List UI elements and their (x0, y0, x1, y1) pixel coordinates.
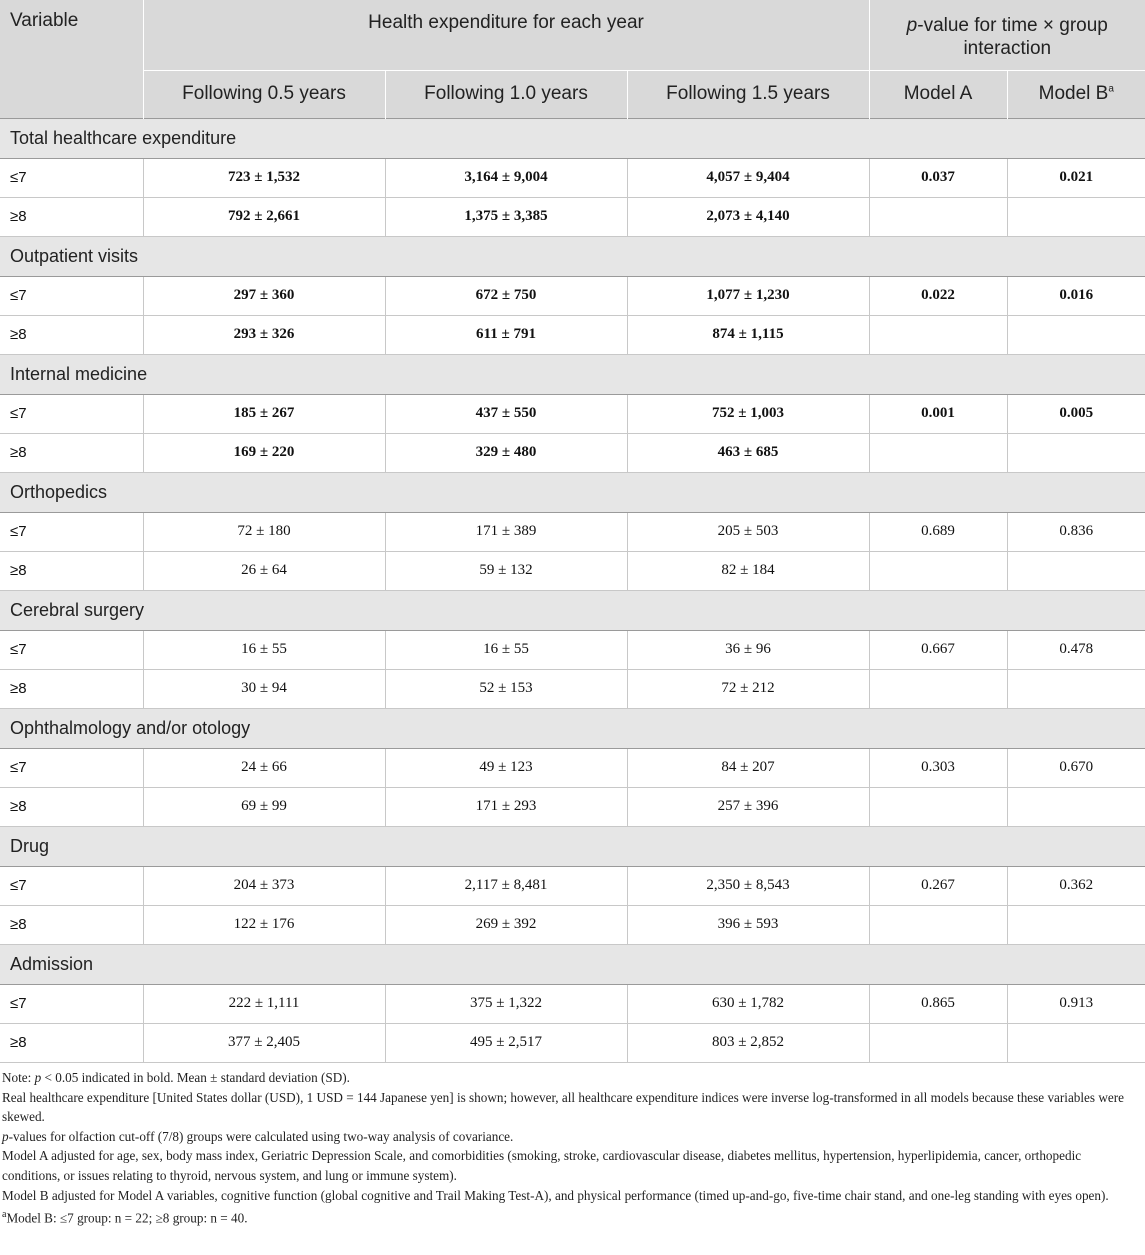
group-label: ≤7 (0, 630, 143, 669)
group-label: ≤7 (0, 394, 143, 433)
table-body (0, 118, 1145, 1062)
value-05: 204 ± 373 (143, 866, 385, 905)
section-row (0, 708, 1145, 748)
value-10: 171 ± 389 (385, 512, 627, 551)
value-05: 792 ± 2,661 (143, 197, 385, 236)
table-row (0, 433, 1145, 472)
section-row (0, 236, 1145, 276)
value-15: 205 ± 503 (627, 512, 869, 551)
model-b-pvalue (1007, 433, 1145, 472)
model-b-pvalue: 0.670 (1007, 748, 1145, 787)
header-row-top (0, 0, 1145, 70)
model-a-pvalue (869, 315, 1007, 354)
value-05: 16 ± 55 (143, 630, 385, 669)
value-15: 396 ± 593 (627, 905, 869, 944)
value-10: 329 ± 480 (385, 433, 627, 472)
section-title: Outpatient visits (0, 236, 1145, 276)
value-05: 297 ± 360 (143, 276, 385, 315)
value-10: 269 ± 392 (385, 905, 627, 944)
value-05: 377 ± 2,405 (143, 1023, 385, 1062)
table-row (0, 787, 1145, 826)
value-10: 1,375 ± 3,385 (385, 197, 627, 236)
model-b-footnote-mark: a (1108, 83, 1114, 95)
col-header-15: Following 1.5 years (627, 70, 869, 118)
note-2: Real healthcare expenditure [United States dollar (USD), 1 USD = 144 Japanese yen] is shown; however, all healthcare expenditure indices were inverse log-transformed in all models because these variables were skewed. (2, 1089, 1124, 1125)
group-label: ≤7 (0, 512, 143, 551)
model-a-pvalue: 0.689 (869, 512, 1007, 551)
value-15: 72 ± 212 (627, 669, 869, 708)
value-15: 82 ± 184 (627, 551, 869, 590)
value-05: 222 ± 1,111 (143, 984, 385, 1023)
section-title: Total healthcare expenditure (0, 118, 1145, 158)
value-15: 36 ± 96 (627, 630, 869, 669)
table-row (0, 551, 1145, 590)
value-10: 2,117 ± 8,481 (385, 866, 627, 905)
pvalue-header (869, 0, 1145, 70)
model-a-pvalue: 0.037 (869, 158, 1007, 197)
section-title: Ophthalmology and/or otology (0, 708, 1145, 748)
model-b-pvalue: 0.478 (1007, 630, 1145, 669)
pvalue-line2: interaction (963, 38, 1052, 59)
table-row (0, 197, 1145, 236)
model-b-pvalue: 0.913 (1007, 984, 1145, 1023)
group-label: ≥8 (0, 787, 143, 826)
col-header-model-a: Model A (869, 70, 1007, 118)
group-label: ≤7 (0, 866, 143, 905)
model-a-pvalue (869, 787, 1007, 826)
value-10: 437 ± 550 (385, 394, 627, 433)
value-10: 16 ± 55 (385, 630, 627, 669)
table-row (0, 905, 1145, 944)
value-10: 375 ± 1,322 (385, 984, 627, 1023)
table-row (0, 158, 1145, 197)
health-expenditure-header: Health expenditure for each year (143, 0, 869, 70)
value-05: 26 ± 64 (143, 551, 385, 590)
note-1-p: p (34, 1070, 42, 1085)
group-label: ≥8 (0, 1023, 143, 1062)
value-10: 611 ± 791 (385, 315, 627, 354)
value-05: 24 ± 66 (143, 748, 385, 787)
value-05: 72 ± 180 (143, 512, 385, 551)
note-3 (2, 1127, 1142, 1147)
table-row (0, 984, 1145, 1023)
value-15: 752 ± 1,003 (627, 394, 869, 433)
model-a-pvalue: 0.022 (869, 276, 1007, 315)
value-15: 1,077 ± 1,230 (627, 276, 869, 315)
note-6-text: Model B: ≤7 group: n = 22; ≥8 group: n = 40. (6, 1210, 248, 1226)
section-title: Admission (0, 944, 1145, 984)
pvalue-rest: -value for time × group (917, 15, 1108, 36)
note-5: Model B adjusted for Model A variables, cognitive function (global cognitive and Trail Making Test-A), and physical performance (timed up-and-go, five-time chair stand, and one-leg standing with eyes open). (2, 1187, 1109, 1203)
section-title: Cerebral surgery (0, 590, 1145, 630)
value-15: 4,057 ± 9,404 (627, 158, 869, 197)
value-10: 49 ± 123 (385, 748, 627, 787)
value-10: 52 ± 153 (385, 669, 627, 708)
table-row (0, 748, 1145, 787)
value-05: 293 ± 326 (143, 315, 385, 354)
section-title: Drug (0, 826, 1145, 866)
model-a-pvalue: 0.865 (869, 984, 1007, 1023)
value-15: 874 ± 1,115 (627, 315, 869, 354)
group-label: ≥8 (0, 905, 143, 944)
group-label: ≤7 (0, 276, 143, 315)
group-label: ≤7 (0, 748, 143, 787)
value-05: 69 ± 99 (143, 787, 385, 826)
group-label: ≥8 (0, 433, 143, 472)
model-a-pvalue (869, 197, 1007, 236)
table-row (0, 276, 1145, 315)
table-row (0, 669, 1145, 708)
model-b-pvalue: 0.836 (1007, 512, 1145, 551)
note-1 (2, 1068, 1142, 1088)
model-b-pvalue (1007, 197, 1145, 236)
col-header-10: Following 1.0 years (385, 70, 627, 118)
model-b-pvalue (1007, 551, 1145, 590)
table-row (0, 1023, 1145, 1062)
model-a-pvalue (869, 1023, 1007, 1062)
model-b-pvalue (1007, 787, 1145, 826)
model-b-pvalue (1007, 1023, 1145, 1062)
model-b-label: Model B (1038, 83, 1109, 104)
variable-header: Variable (0, 0, 143, 118)
table-row (0, 315, 1145, 354)
col-header-model-b (1007, 70, 1145, 118)
value-15: 2,073 ± 4,140 (627, 197, 869, 236)
group-label: ≥8 (0, 197, 143, 236)
value-10: 495 ± 2,517 (385, 1023, 627, 1062)
section-row (0, 354, 1145, 394)
note-1-prefix: Note: (2, 1070, 35, 1085)
model-b-pvalue: 0.005 (1007, 394, 1145, 433)
value-05: 30 ± 94 (143, 669, 385, 708)
value-15: 630 ± 1,782 (627, 984, 869, 1023)
value-10: 672 ± 750 (385, 276, 627, 315)
group-label: ≥8 (0, 669, 143, 708)
note-4: Model A adjusted for age, sex, body mass index, Geriatric Depression Scale, and comorbidities (smoking, stroke, cardiovascular disease, diabetes mellitus, hypertension, hyperlipidemia, cancer, orthopedic conditions, or issues relating to thyroid, nervous system, and lung or immune system). (2, 1148, 1082, 1183)
section-row (0, 590, 1145, 630)
col-header-05: Following 0.5 years (143, 70, 385, 118)
group-label: ≤7 (0, 158, 143, 197)
model-b-pvalue (1007, 315, 1145, 354)
value-15: 803 ± 2,852 (627, 1023, 869, 1062)
note-1-text: < 0.05 indicated in bold. Mean ± standard deviation (SD). (41, 1070, 350, 1085)
section-title: Internal medicine (0, 354, 1145, 394)
model-b-pvalue: 0.362 (1007, 866, 1145, 905)
table-row (0, 394, 1145, 433)
note-6-footnote-mark: a (2, 1209, 7, 1221)
pvalue-p: p (906, 15, 918, 36)
table-row (0, 630, 1145, 669)
model-a-pvalue (869, 905, 1007, 944)
model-a-pvalue: 0.267 (869, 866, 1007, 905)
note-6 (2, 1205, 1142, 1228)
note-3-text: -values for olfaction cut-off (7/8) groups were calculated using two-way analysis of covariance. (8, 1128, 514, 1144)
model-a-pvalue (869, 433, 1007, 472)
table-row (0, 866, 1145, 905)
model-b-pvalue (1007, 669, 1145, 708)
value-15: 84 ± 207 (627, 748, 869, 787)
header-row-sub (0, 70, 1145, 118)
model-a-pvalue: 0.303 (869, 748, 1007, 787)
table-notes (2, 1068, 1142, 1228)
section-row (0, 826, 1145, 866)
value-15: 2,350 ± 8,543 (627, 866, 869, 905)
section-row (0, 472, 1145, 512)
section-title: Orthopedics (0, 472, 1145, 512)
model-a-pvalue: 0.667 (869, 630, 1007, 669)
model-b-pvalue: 0.016 (1007, 276, 1145, 315)
value-05: 169 ± 220 (143, 433, 385, 472)
model-b-pvalue: 0.021 (1007, 158, 1145, 197)
value-10: 59 ± 132 (385, 551, 627, 590)
section-row (0, 118, 1145, 158)
group-label: ≥8 (0, 551, 143, 590)
model-a-pvalue (869, 551, 1007, 590)
value-05: 723 ± 1,532 (143, 158, 385, 197)
group-label: ≤7 (0, 984, 143, 1023)
model-a-pvalue (869, 669, 1007, 708)
model-b-pvalue (1007, 905, 1145, 944)
model-a-pvalue: 0.001 (869, 394, 1007, 433)
section-row (0, 944, 1145, 984)
value-10: 3,164 ± 9,004 (385, 158, 627, 197)
value-15: 463 ± 685 (627, 433, 869, 472)
value-10: 171 ± 293 (385, 787, 627, 826)
value-05: 122 ± 176 (143, 905, 385, 944)
value-05: 185 ± 267 (143, 394, 385, 433)
note-3-p: p (2, 1128, 9, 1144)
value-15: 257 ± 396 (627, 787, 869, 826)
group-label: ≥8 (0, 315, 143, 354)
table-row (0, 512, 1145, 551)
